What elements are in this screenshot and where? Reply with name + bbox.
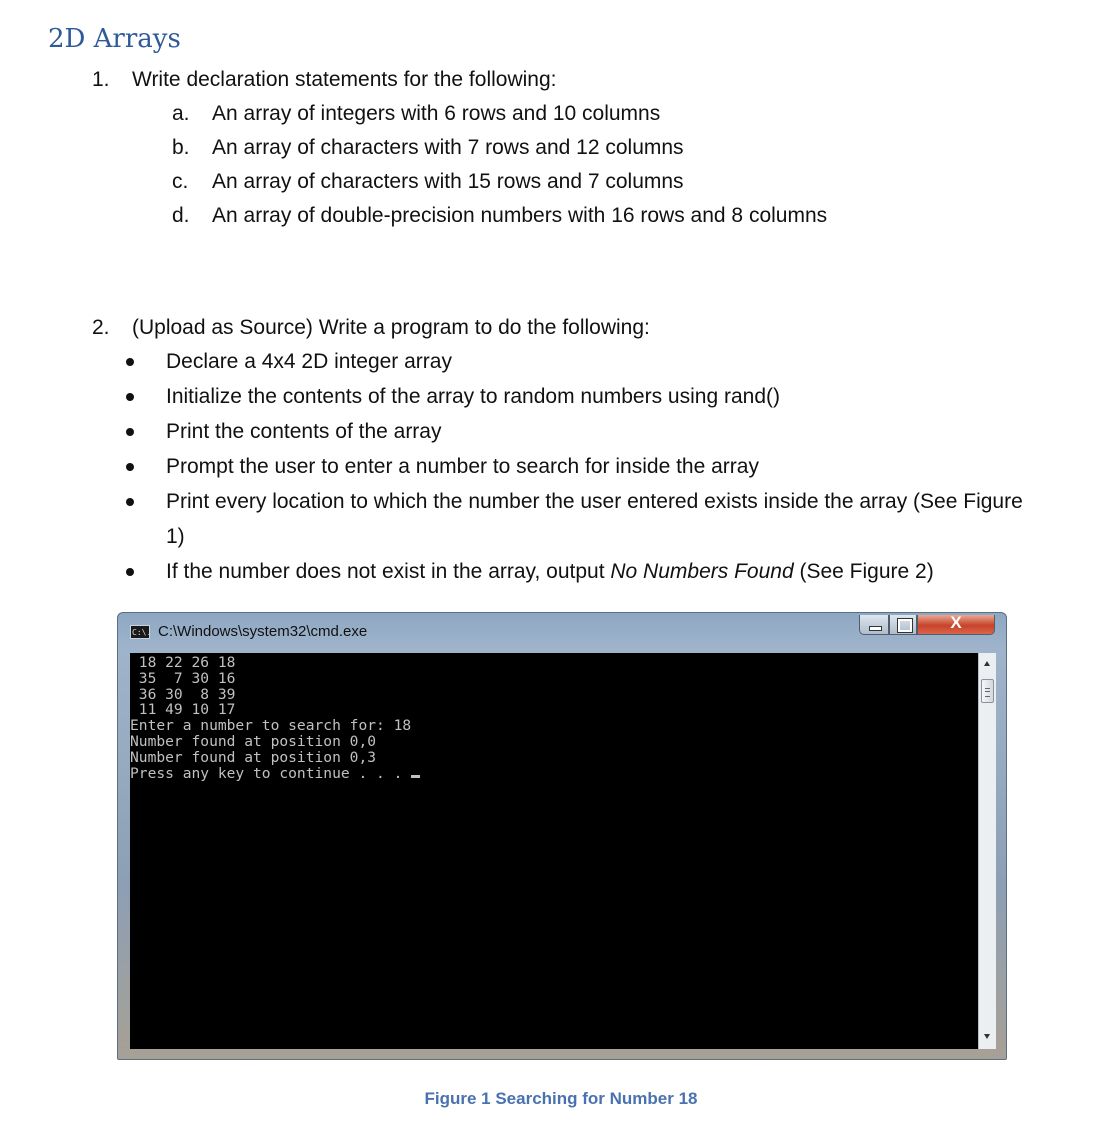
q2-bullet-text: Print every location to which the number the user entered exists inside the array (See Figure bbox=[166, 490, 1023, 513]
vertical-scrollbar[interactable] bbox=[978, 653, 996, 1049]
close-button[interactable] bbox=[917, 615, 995, 635]
q1-text: Write declaration statements for the following: bbox=[132, 68, 557, 91]
q1-item-letter: a. bbox=[172, 102, 190, 125]
q1-number: 1. bbox=[92, 68, 110, 91]
console-line: 35 7 30 16 bbox=[130, 669, 236, 687]
q2-number: 2. bbox=[92, 316, 110, 339]
bullet-icon bbox=[126, 463, 134, 471]
q2-bullet-text: Print the contents of the array bbox=[166, 420, 442, 443]
q2-text: (Upload as Source) Write a program to do the following: bbox=[132, 316, 650, 339]
q1-item-text: An array of double-precision numbers with 16 rows and 8 columns bbox=[212, 204, 828, 227]
q2-bullet-text: Prompt the user to enter a number to search for inside the array bbox=[166, 455, 759, 478]
figure-caption: Figure 1 Searching for Number 18 bbox=[424, 1089, 698, 1108]
maximize-button[interactable] bbox=[889, 615, 917, 635]
q1-item-text: An array of integers with 6 rows and 10 columns bbox=[212, 102, 661, 125]
q2-last-bullet bbox=[166, 560, 934, 584]
bullet-icon bbox=[126, 568, 134, 576]
bullet-icon bbox=[126, 358, 134, 366]
console-last-line bbox=[130, 766, 978, 782]
console-line: Press any key to continue . . . bbox=[130, 764, 412, 782]
q2-bullet-text-continued: 1) bbox=[166, 525, 185, 548]
scroll-down-icon[interactable] bbox=[984, 1034, 990, 1039]
scroll-up-icon[interactable] bbox=[984, 661, 990, 666]
maximize-icon bbox=[898, 619, 912, 632]
console-line: 18 22 26 18 bbox=[130, 654, 236, 671]
window-title: C:\Windows\system32\cmd.exe bbox=[158, 623, 368, 640]
q2-last-bullet-after: (See Figure 2) bbox=[793, 560, 934, 583]
scroll-thumb[interactable] bbox=[981, 679, 994, 703]
close-icon: X bbox=[950, 613, 962, 632]
grip-icon bbox=[985, 688, 990, 697]
console-line: 36 30 8 39 bbox=[130, 685, 236, 703]
console-line: Number found at position 0,0 bbox=[130, 732, 377, 750]
q2-last-bullet-emphasis: No Numbers Found bbox=[610, 560, 794, 583]
text-cursor bbox=[411, 775, 420, 778]
cmd-window bbox=[117, 612, 1007, 1060]
minimize-icon bbox=[869, 626, 882, 631]
console-output bbox=[130, 653, 978, 1049]
console-line: Number found at position 0,3 bbox=[130, 748, 377, 766]
q1-item-text: An array of characters with 7 rows and 12 columns bbox=[212, 136, 684, 159]
page-heading: 2D Arrays bbox=[48, 24, 181, 54]
console-line: 11 49 10 17 bbox=[130, 701, 236, 719]
q1-item-text: An array of characters with 15 rows and 7 columns bbox=[212, 170, 684, 193]
cmd-icon: C:\. bbox=[130, 625, 150, 639]
bullet-icon bbox=[126, 393, 134, 401]
bullet-icon bbox=[126, 498, 134, 506]
bullet-icon bbox=[126, 428, 134, 436]
minimize-button[interactable] bbox=[859, 615, 889, 635]
q2-bullet-text: Declare a 4x4 2D integer array bbox=[166, 350, 452, 373]
window-titlebar bbox=[118, 613, 1006, 651]
q2-bullet-text: Initialize the contents of the array to random numbers using rand() bbox=[166, 385, 780, 408]
console-line: Enter a number to search for: 18 bbox=[130, 717, 412, 735]
q1-item-letter: b. bbox=[172, 136, 190, 159]
q2-last-bullet-before: If the number does not exist in the array, output bbox=[166, 560, 611, 583]
q1-item-letter: d. bbox=[172, 204, 190, 227]
q1-item-letter: c. bbox=[172, 170, 189, 193]
